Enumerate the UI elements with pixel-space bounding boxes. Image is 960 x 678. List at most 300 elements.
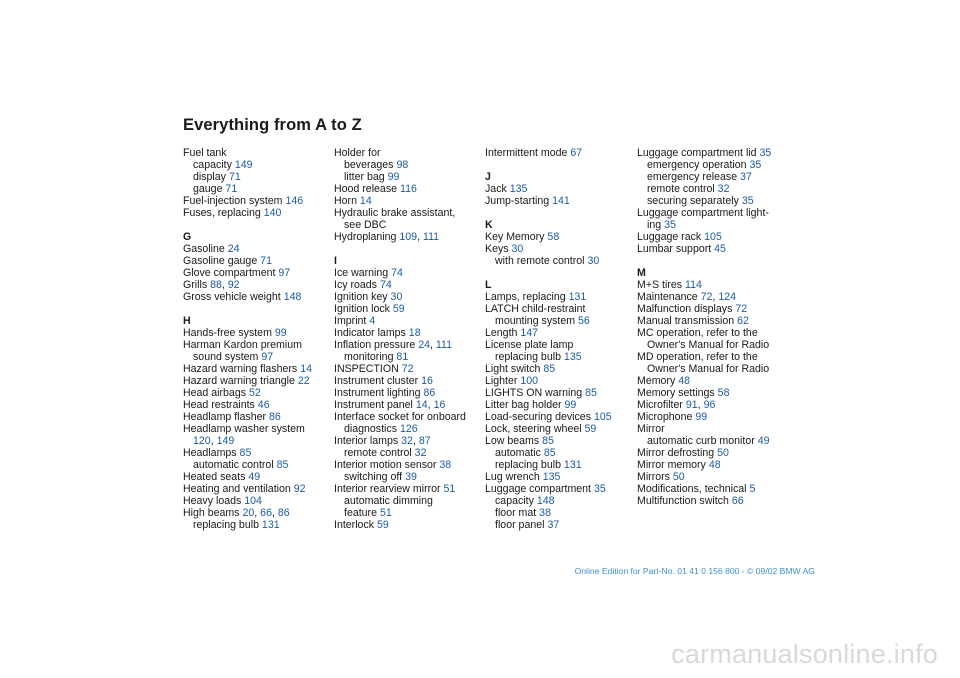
index-term: replacing bulb (495, 351, 561, 363)
index-entry (183, 423, 331, 435)
index-subentry (485, 447, 633, 459)
page-ref-link[interactable]: 92 (293, 483, 306, 495)
page-ref-link[interactable]: 59 (392, 303, 405, 315)
index-term: High beams (183, 507, 240, 519)
page-ref-link[interactable]: 38 (439, 459, 452, 471)
index-term: Holder for (334, 147, 381, 159)
index-term: Hood release (334, 183, 398, 195)
page-ref-link[interactable]: 71 (260, 255, 272, 267)
index-subentry (637, 435, 785, 447)
index-term: Key Memory (485, 231, 545, 243)
page-ref-link[interactable]: 46 (257, 399, 270, 411)
index-term: automatic (495, 447, 541, 459)
page-ref-link[interactable]: 120 (193, 435, 211, 447)
page-ref-link[interactable]: 86 (268, 411, 281, 423)
index-term: switching off (344, 471, 403, 483)
index-entry (485, 483, 633, 495)
index-entry (334, 315, 482, 327)
index-entry (485, 327, 633, 339)
index-entry: Instrument panel 14, 16 (334, 399, 446, 411)
index-entry (334, 303, 482, 315)
page-ref-link[interactable]: 18 (408, 327, 421, 339)
page-ref-link[interactable]: 35 (664, 219, 676, 231)
page-ref-link[interactable]: 87 (418, 435, 431, 447)
index-entry (334, 387, 482, 399)
page-ref-link[interactable]: 85 (276, 459, 289, 471)
index-subentry (334, 159, 482, 171)
index-entry (637, 387, 785, 399)
page-ref-link[interactable]: 48 (708, 459, 721, 471)
index-entry (183, 399, 331, 411)
page-title: Everything from A to Z (183, 116, 362, 134)
page-ref-link[interactable]: 71 (228, 171, 241, 183)
index-entry: Interior lamps 32, 87 (334, 435, 431, 447)
index-term: Head restraints (183, 399, 255, 411)
index-entry (637, 279, 785, 291)
edition-footer: Online Edition for Part-No. 01 41 0 156 800 - © 09/02 BMW AG (574, 566, 815, 576)
index-entry (183, 387, 331, 399)
index-entry (637, 315, 785, 327)
index-term: automatic curb monitor (647, 435, 755, 447)
page-ref-link[interactable]: 35 (741, 195, 754, 207)
index-term: Luggage compartment light- (637, 207, 769, 219)
index-term: capacity (495, 495, 534, 507)
index-term: sound system (193, 351, 259, 363)
index-term: Interior rearview mirror (334, 483, 441, 495)
index-entry (485, 291, 633, 303)
index-entry (485, 339, 633, 351)
page-ref-link[interactable]: 32 (401, 435, 413, 447)
index-subentry (637, 183, 785, 195)
index-term: Interior lamps (334, 435, 399, 447)
index-term: Ignition lock (334, 303, 390, 315)
index-term: floor mat (495, 507, 537, 519)
page-ref-link[interactable]: 149 (234, 159, 253, 171)
page-ref-link[interactable]: 109 (399, 231, 418, 243)
index-term: Owner's Manual for Radio (647, 339, 770, 351)
index-entry: Hydroplaning 109, 111 (334, 231, 440, 243)
page-ref-link[interactable]: 104 (244, 495, 262, 507)
page-ref-link[interactable]: 14 (415, 399, 428, 411)
index-term: Headlamps (183, 447, 237, 459)
index-letter-heading (485, 171, 633, 183)
page-ref-link[interactable]: 32 (414, 447, 427, 459)
index-term: Hands-free system (183, 327, 272, 339)
page-ref-link[interactable]: 72 (401, 363, 414, 375)
index-term: diagnostics (344, 423, 397, 435)
page-ref-link[interactable]: 49 (248, 471, 261, 483)
index-term: Instrument panel (334, 399, 413, 411)
page-ref-link[interactable]: 85 (542, 435, 554, 447)
index-term: Hydroplaning (334, 231, 397, 243)
index-entry (637, 375, 785, 387)
index-entry (183, 267, 331, 279)
index-entry (485, 243, 633, 255)
index-term: Microfilter (637, 399, 683, 411)
page-ref-link[interactable]: 5 (749, 483, 756, 495)
page-ref-link[interactable]: 66 (731, 495, 744, 507)
page-ref-link[interactable]: 62 (737, 315, 749, 327)
page-ref-link[interactable]: 72 (735, 303, 748, 315)
page-ref-link[interactable]: 74 (391, 267, 403, 279)
page-ref-link[interactable]: 16 (433, 399, 446, 411)
index-entry (485, 375, 633, 387)
index-entry (637, 495, 785, 507)
page-ref-link[interactable]: 48 (678, 375, 691, 387)
index-term: Instrument lighting (334, 387, 421, 399)
page-ref-link[interactable]: 135 (509, 183, 528, 195)
index-subentry (485, 495, 633, 507)
index-subentry (334, 171, 482, 183)
index-entry (183, 447, 331, 459)
index-subentry (637, 171, 785, 183)
page-ref-link[interactable]: 99 (387, 171, 400, 183)
index-entry (485, 147, 633, 159)
index-subentry (485, 459, 633, 471)
index-letter-heading (485, 219, 633, 231)
page-ref-link[interactable]: 148 (283, 291, 302, 303)
page-ref-link[interactable]: 126 (399, 423, 418, 435)
index-column-4 (637, 147, 785, 507)
index-entry: Inflation pressure 24, 111 (334, 339, 453, 351)
index-entry (637, 327, 785, 339)
index-subentry (334, 507, 482, 519)
index-entry (485, 387, 633, 399)
page-ref-link[interactable]: 147 (520, 327, 539, 339)
page-ref-link[interactable]: 30 (390, 291, 403, 303)
page-ref-link[interactable]: 148 (536, 495, 555, 507)
page-ref-link[interactable]: 99 (695, 411, 708, 423)
page-ref-link[interactable]: 30 (587, 255, 600, 267)
page-ref-link[interactable]: 124 (718, 291, 736, 303)
index-term: gauge (193, 183, 223, 195)
index-term: emergency operation (647, 159, 747, 171)
index-term: Memory settings (637, 387, 715, 399)
page-ref-link[interactable]: 135 (542, 471, 561, 483)
page-ref-link[interactable]: 81 (396, 351, 409, 363)
index-term: Modifications, technical (637, 483, 747, 495)
index-term: replacing bulb (495, 459, 561, 471)
page-ref-link[interactable]: 59 (377, 519, 389, 531)
index-entry (334, 483, 482, 495)
index-term: Horn (334, 195, 357, 207)
index-term: Mirrors (637, 471, 670, 483)
page-ref-link[interactable]: 30 (511, 243, 524, 255)
page-ref-link[interactable]: 135 (563, 351, 582, 363)
index-term: J (485, 171, 491, 183)
index-subentry (183, 459, 331, 471)
index-subentry (485, 507, 633, 519)
index-term: monitoring (344, 351, 394, 363)
page-ref-link[interactable]: 85 (585, 387, 597, 399)
index-entry (183, 255, 331, 267)
index-term: Hazard warning triangle (183, 375, 295, 387)
index-term: Inflation pressure (334, 339, 416, 351)
page-ref-link[interactable]: 91 (685, 399, 698, 411)
index-subentry (637, 195, 785, 207)
page-ref-link[interactable]: 105 (704, 231, 722, 243)
index-term: Length (485, 327, 518, 339)
index-entry (334, 195, 482, 207)
page-ref-link[interactable]: 45 (714, 243, 726, 255)
page-ref-link[interactable]: 131 (261, 519, 280, 531)
index-entry (637, 243, 785, 255)
index-term: Microphone (637, 411, 693, 423)
page-ref-link[interactable]: 20 (242, 507, 255, 519)
index-term: Load-securing devices (485, 411, 591, 423)
page-ref-link[interactable]: 105 (593, 411, 612, 423)
page-ref-link[interactable]: 49 (757, 435, 770, 447)
index-term: Headlamp flasher (183, 411, 267, 423)
page-ref-link[interactable]: 97 (278, 267, 291, 279)
index-entry (334, 519, 482, 531)
index-subentry (637, 363, 785, 375)
index-letter-heading (183, 315, 331, 327)
index-subentry (485, 351, 633, 363)
page-ref-link[interactable]: 111 (435, 339, 453, 351)
index-entry (637, 303, 785, 315)
index-column-2 (334, 147, 482, 531)
page-ref-link[interactable]: 51 (379, 507, 392, 519)
index-letter-heading (183, 231, 331, 243)
page-ref-link[interactable]: 24 (227, 243, 240, 255)
page-ref-link[interactable]: 51 (443, 483, 456, 495)
index-entry (183, 291, 331, 303)
index-subentry (334, 219, 482, 231)
index-term: Grills (183, 279, 208, 291)
index-entry (334, 147, 482, 159)
index-term: capacity (193, 159, 232, 171)
index-entry (183, 483, 331, 495)
index-entry (183, 411, 331, 423)
index-term: Jack (485, 183, 507, 195)
index-subentry (334, 423, 482, 435)
page-ref-link[interactable]: 114 (685, 279, 702, 291)
page-ref-link[interactable]: 99 (564, 399, 577, 411)
page-ref-link[interactable]: 140 (263, 207, 282, 219)
page-ref-link[interactable]: 16 (421, 375, 433, 387)
index-term: LIGHTS ON warning (485, 387, 583, 399)
index-subentry (485, 315, 633, 327)
index-term: Lighter (485, 375, 518, 387)
index-term: Mirror memory (637, 459, 706, 471)
page-ref-link[interactable]: 141 (552, 195, 570, 207)
page-ref-link[interactable]: 96 (703, 399, 716, 411)
page-ref-link[interactable]: 50 (717, 447, 729, 459)
page-ref-link[interactable]: 35 (759, 147, 772, 159)
page-ref-link[interactable]: 88 (210, 279, 222, 291)
page-ref-link[interactable]: 37 (547, 519, 560, 531)
index-subentry (334, 471, 482, 483)
page-ref-link[interactable]: 85 (543, 447, 556, 459)
index-entry (334, 267, 482, 279)
index-term: Lug wrench (485, 471, 540, 483)
index-term: Heating and ventilation (183, 483, 291, 495)
index-entry (183, 495, 331, 507)
page-ref-link[interactable]: 38 (539, 507, 551, 519)
page-ref-link[interactable]: 58 (717, 387, 730, 399)
index-entry (485, 303, 633, 315)
index-term: Interface socket for onboard (334, 411, 466, 423)
index-letter-heading (334, 255, 482, 267)
index-entry (183, 363, 331, 375)
index-column-3 (485, 147, 633, 531)
index-subentry (637, 159, 785, 171)
page-ref-link[interactable]: 72 (700, 291, 713, 303)
index-term: Intermittent mode (485, 147, 568, 159)
index-term: Ice warning (334, 267, 389, 279)
page-ref-link[interactable]: 85 (543, 363, 556, 375)
index-term: Glove compartment (183, 267, 276, 279)
index-term: litter bag (344, 171, 385, 183)
page-ref-link[interactable]: 66 (260, 507, 272, 519)
index-term: Ignition key (334, 291, 388, 303)
index-term: mounting system (495, 315, 576, 327)
index-term: automatic dimming (344, 495, 433, 507)
index-subentry: 120, 149 (193, 435, 235, 447)
page-ref-link[interactable]: 14 (300, 363, 312, 375)
page-ref-link[interactable]: 116 (399, 183, 417, 195)
index-entry (637, 147, 785, 159)
index-term: I (334, 255, 337, 267)
index-subentry (334, 351, 482, 363)
index-term: Head airbags (183, 387, 247, 399)
index-entry (334, 459, 482, 471)
page-ref-link[interactable]: 86 (277, 507, 290, 519)
index-column-1 (183, 147, 331, 531)
index-entry (637, 207, 785, 219)
index-subentry (183, 519, 331, 531)
index-entry (485, 231, 633, 243)
index-term: replacing bulb (193, 519, 259, 531)
index-term: Mirror (637, 423, 665, 435)
index-entry (334, 291, 482, 303)
page-ref-link[interactable]: 35 (593, 483, 606, 495)
index-entry (183, 147, 331, 159)
index-subentry (485, 519, 633, 531)
page-ref-link[interactable]: 39 (405, 471, 417, 483)
index-term: Manual transmission (637, 315, 735, 327)
index-entry (485, 363, 633, 375)
index-term: Multifunction switch (637, 495, 729, 507)
page-ref-link[interactable]: 97 (261, 351, 274, 363)
index-term: Gasoline (183, 243, 225, 255)
index-entry (183, 327, 331, 339)
page-ref-link[interactable]: 71 (225, 183, 238, 195)
index-term: K (485, 219, 493, 231)
page-ref-link[interactable]: 37 (740, 171, 752, 183)
index-entry: Grills 88, 92 (183, 279, 240, 291)
page-ref-link[interactable]: 85 (239, 447, 252, 459)
page-ref-link[interactable]: 146 (285, 195, 304, 207)
page-ref-link[interactable]: 149 (216, 435, 235, 447)
index-entry (334, 207, 482, 219)
page-ref-link[interactable]: 98 (396, 159, 409, 171)
index-term: Jump-starting (485, 195, 550, 207)
page-ref-link[interactable]: 111 (422, 231, 440, 243)
index-term: Heated seats (183, 471, 246, 483)
index-entry (485, 411, 633, 423)
index-term: Maintenance (637, 291, 698, 303)
index-term: Mirror defrosting (637, 447, 715, 459)
page-ref-link[interactable]: 131 (568, 291, 587, 303)
page-ref-link[interactable]: 58 (547, 231, 560, 243)
index-term: Low beams (485, 435, 540, 447)
index-term: floor panel (495, 519, 545, 531)
page-ref-link[interactable]: 100 (520, 375, 539, 387)
index-term: Luggage compartment (485, 483, 592, 495)
index-entry: Maintenance 72, 124 (637, 291, 736, 303)
index-term: Gross vehicle weight (183, 291, 281, 303)
page-ref-link[interactable]: 14 (359, 195, 372, 207)
page-ref-link[interactable]: 22 (297, 375, 310, 387)
index-term: automatic control (193, 459, 274, 471)
page-ref-link[interactable]: 35 (749, 159, 762, 171)
page-ref-link[interactable]: 131 (563, 459, 582, 471)
index-term: MD operation, refer to the (637, 351, 758, 363)
index-term: Fuel-injection system (183, 195, 283, 207)
page-ref-link[interactable]: 86 (423, 387, 436, 399)
index-entry (485, 423, 633, 435)
index-term: Gasoline gauge (183, 255, 258, 267)
index-subentry (485, 255, 633, 267)
index-entry: High beams 20, 66, 86 (183, 507, 290, 519)
index-entry (637, 459, 785, 471)
index-term: M+S tires (637, 279, 683, 291)
index-term: securing separately (647, 195, 739, 207)
index-term: with remote control (495, 255, 585, 267)
page-ref-link[interactable]: 59 (584, 423, 597, 435)
index-entry (485, 435, 633, 447)
page-ref-link[interactable]: 92 (227, 279, 240, 291)
index-term: Headlamp washer system (183, 423, 305, 435)
index-term: Indicator lamps (334, 327, 406, 339)
index-term: M (637, 267, 646, 279)
index-term: see DBC (344, 219, 387, 231)
index-term: Fuses, replacing (183, 207, 261, 219)
index-term: Instrument cluster (334, 375, 419, 387)
page-ref-link[interactable]: 52 (248, 387, 261, 399)
index-term: L (485, 279, 492, 291)
index-entry (334, 375, 482, 387)
page-ref-link[interactable]: 32 (717, 183, 730, 195)
index-term: Interior motion sensor (334, 459, 437, 471)
index-term: License plate lamp (485, 339, 574, 351)
site-watermark: carmanualsonline.info (671, 639, 938, 669)
page-ref-link[interactable]: 74 (379, 279, 392, 291)
page-ref-link[interactable]: 24 (418, 339, 431, 351)
index-entry (637, 423, 785, 435)
index-term: emergency release (647, 171, 738, 183)
index-term: Harman Kardon premium (183, 339, 302, 351)
index-term: Lock, steering wheel (485, 423, 582, 435)
page-ref-link[interactable]: 56 (578, 315, 590, 327)
index-subentry (183, 351, 331, 363)
index-entry (183, 243, 331, 255)
index-subentry (183, 159, 331, 171)
page-ref-link[interactable]: 4 (369, 315, 376, 327)
index-term: Keys (485, 243, 509, 255)
index-term: feature (344, 507, 377, 519)
index-term: Lamps, replacing (485, 291, 566, 303)
index-term: G (183, 231, 192, 243)
index-term: Heavy loads (183, 495, 242, 507)
index-subentry (334, 495, 482, 507)
page-ref-link[interactable]: 99 (274, 327, 287, 339)
page-ref-link[interactable]: 50 (672, 471, 685, 483)
page-ref-link[interactable]: 67 (570, 147, 583, 159)
index-term: Fuel tank (183, 147, 227, 159)
